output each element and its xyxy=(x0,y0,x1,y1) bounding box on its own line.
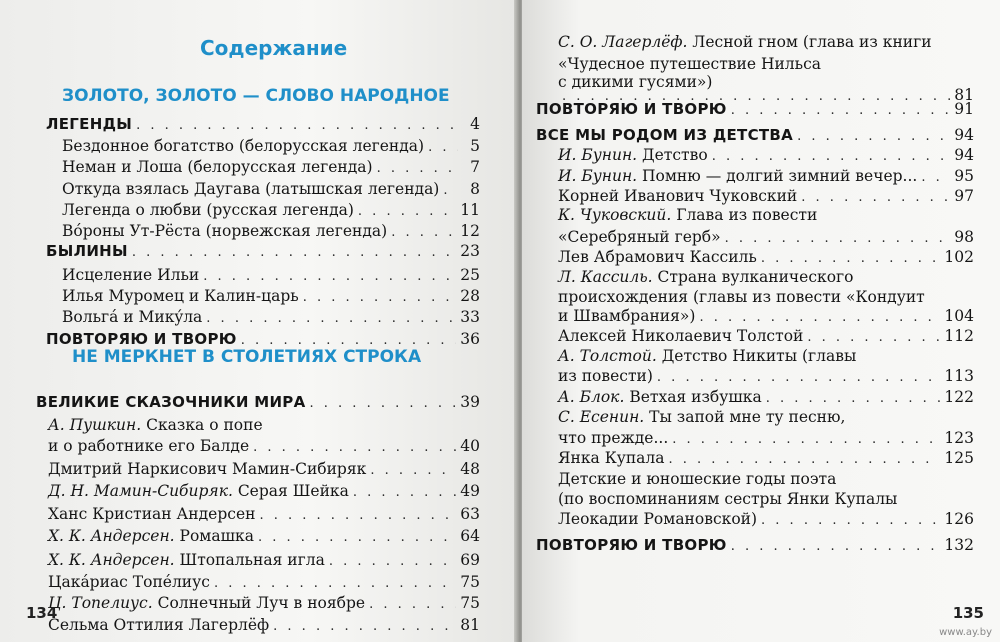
page-ref: 8 xyxy=(470,180,480,198)
dot-leader xyxy=(672,432,940,447)
entry-title: Серая Шейка xyxy=(237,482,349,500)
page-ref: 91 xyxy=(954,100,974,118)
author-name: А. Блок. xyxy=(558,388,625,406)
section-heading: ВСЕ МЫ РОДОМ ИЗ ДЕТСТВА xyxy=(536,126,794,144)
dot-leader xyxy=(731,103,951,118)
page-ref: 75 xyxy=(460,573,480,591)
page-ref: 28 xyxy=(460,287,480,305)
right-toc-line xyxy=(558,33,974,55)
dot-leader xyxy=(699,310,940,325)
left-toc-line xyxy=(48,551,480,573)
author-name: Ц. Топелиус. xyxy=(48,594,153,612)
left-toc-line xyxy=(48,437,480,459)
entry-title: Страна вулканического xyxy=(657,268,854,286)
dot-leader xyxy=(329,554,456,569)
page-ref: 7 xyxy=(470,158,480,176)
dot-leader xyxy=(766,391,941,406)
dot-leader xyxy=(391,225,456,240)
left-toc-line xyxy=(48,573,480,595)
dot-leader xyxy=(377,161,458,176)
author-name: С. Есенин. xyxy=(558,408,645,426)
dot-leader xyxy=(214,576,456,591)
entry-title: «Серебряный герб» xyxy=(558,228,721,246)
author-name: К. Чуковский. xyxy=(558,206,672,224)
page-ref: 81 xyxy=(460,616,480,634)
page-number-left: 134 xyxy=(26,604,58,622)
right-toc-line xyxy=(536,536,974,558)
author-name: С. О. Лагерлёф. xyxy=(558,33,688,51)
entry-title: Леокадии Романовской) xyxy=(558,510,758,528)
page-ref: 94 xyxy=(954,146,974,164)
right-toc-line xyxy=(558,206,974,228)
dot-leader xyxy=(761,513,940,528)
right-toc-line xyxy=(558,449,974,471)
entry-title: с дикими гусями») xyxy=(558,73,713,91)
page-ref: 98 xyxy=(954,228,974,246)
page-ref: 33 xyxy=(460,308,480,326)
entry-title: Вольгá и Микýла xyxy=(62,308,203,326)
page-ref: 95 xyxy=(954,167,974,185)
entry-title: и Швамбрания») xyxy=(558,307,696,325)
page-ref: 64 xyxy=(460,527,480,545)
dot-leader xyxy=(428,140,458,155)
author-name: Х. К. Андерсен. xyxy=(48,551,175,569)
entry-title: происхождения (главы из повести «Кондуит xyxy=(558,288,925,306)
section-heading: ПОВТОРЯЮ И ТВОРЮ xyxy=(536,536,727,554)
page-ref: 23 xyxy=(460,242,480,260)
right-toc-line xyxy=(558,367,974,389)
left-toc-line xyxy=(48,416,480,438)
dot-leader xyxy=(253,440,456,455)
right-toc-line xyxy=(558,347,974,369)
page-ref: 94 xyxy=(954,126,974,144)
entry-title: Лесной гном (глава из книги xyxy=(692,33,932,51)
dot-leader xyxy=(731,539,941,554)
right-toc-line xyxy=(558,327,974,349)
dot-leader xyxy=(807,330,940,345)
entry-title: Ромашка xyxy=(179,527,254,545)
dot-leader xyxy=(203,269,456,284)
entry-title: Лев Абрамович Кассиль xyxy=(558,248,757,266)
entry-title: Детские и юношеские годы поэта xyxy=(558,470,837,488)
author-name: А. Пушкин. xyxy=(48,416,142,434)
right-toc-line xyxy=(536,100,974,122)
page-ref: 125 xyxy=(944,449,974,467)
entry-title: Янка Купала xyxy=(558,449,665,467)
page-ref: 113 xyxy=(944,367,974,385)
dot-leader xyxy=(657,370,940,385)
entry-title: Цакáриас Топéлиус xyxy=(48,573,210,591)
right-toc-line xyxy=(558,146,974,168)
page-ref: 36 xyxy=(460,330,480,348)
dot-leader xyxy=(797,129,950,144)
page-ref: 49 xyxy=(460,482,480,500)
dot-leader xyxy=(206,311,456,326)
page-ref: 112 xyxy=(944,327,974,345)
right-toc-line xyxy=(558,388,974,410)
page-ref: 5 xyxy=(470,137,480,155)
entry-title: Илья Муромец и Калин-царь xyxy=(62,287,299,305)
right-page xyxy=(522,0,1000,642)
author-name: А. Толстой. xyxy=(558,347,657,365)
page-ref: 40 xyxy=(460,437,480,455)
left-toc-line xyxy=(48,505,480,527)
entry-title: Детство Никиты (главы xyxy=(661,347,857,365)
right-toc-line xyxy=(558,268,974,290)
dot-leader xyxy=(136,118,458,133)
entry-title: Алексей Николаевич Толстой xyxy=(558,327,804,345)
section-heading: ЛЕГЕНДЫ xyxy=(46,115,133,133)
section-heading: ПОВТОРЯЮ И ТВОРЮ xyxy=(536,100,727,118)
entry-title: и о работнике его Балде xyxy=(48,437,250,455)
entry-title: Глава из повести xyxy=(676,206,818,224)
right-toc-line xyxy=(558,167,974,189)
left-toc-line xyxy=(48,482,480,504)
page-ref: 11 xyxy=(460,201,480,219)
author-name: И. Бунин. xyxy=(558,167,638,185)
entry-title: что прежде... xyxy=(558,429,669,447)
entry-title: Детство xyxy=(642,146,708,164)
entry-title: Вóроны Ут-Рёста (норвежская легенда) xyxy=(62,222,388,240)
entry-title: Штопальная игла xyxy=(179,551,325,569)
entry-title: Откуда взялась Даугава (латышская легенда) xyxy=(62,180,440,198)
page-ref: 25 xyxy=(460,266,480,284)
entry-title: из повести) xyxy=(558,367,653,385)
dot-leader xyxy=(273,619,456,634)
left-toc-line xyxy=(36,393,480,415)
right-toc-line xyxy=(558,248,974,270)
dot-leader xyxy=(353,485,456,500)
left-toc-line xyxy=(62,180,480,202)
dot-leader xyxy=(370,463,456,478)
entry-title: «Чудесное путешествие Нильса xyxy=(558,55,821,73)
left-toc-line xyxy=(62,137,480,159)
left-toc-line xyxy=(48,594,480,616)
dot-leader xyxy=(801,190,950,205)
dot-leader xyxy=(358,204,456,219)
author-name: И. Бунин. xyxy=(558,146,638,164)
page-number-right: 135 xyxy=(952,604,984,622)
left-toc-line xyxy=(62,266,480,288)
dot-leader xyxy=(259,508,456,523)
entry-title: Корней Иванович Чуковский xyxy=(558,187,798,205)
left-toc-line xyxy=(62,287,480,309)
part-heading-1: ЗОЛОТО, ЗОЛОТО — СЛОВО НАРОДНОЕ xyxy=(62,86,450,106)
dot-leader xyxy=(668,452,940,467)
section-heading: ВЕЛИКИЕ СКАЗОЧНИКИ МИРА xyxy=(36,393,306,411)
page-ref: 123 xyxy=(944,429,974,447)
entry-title: Сказка о попе xyxy=(146,416,263,434)
page-ref: 132 xyxy=(944,536,974,554)
entry-title: Бездонное богатство (белорусская легенда) xyxy=(62,137,425,155)
author-name: Л. Кассиль. xyxy=(558,268,653,286)
dot-leader xyxy=(310,396,457,411)
part-heading-2: НЕ МЕРКНЕТ В СТОЛЕТИЯХ СТРОКА xyxy=(72,347,422,367)
entry-title: Ты запой мне ту песню, xyxy=(649,408,846,426)
right-toc-line xyxy=(536,126,974,148)
page-ref: 126 xyxy=(944,510,974,528)
left-toc-line xyxy=(46,330,480,352)
left-toc-line xyxy=(46,242,480,264)
entry-title: Дмитрий Наркисович Мамин-Сибиряк xyxy=(48,460,367,478)
left-toc-line xyxy=(62,158,480,180)
section-heading: БЫЛИНЫ xyxy=(46,242,128,260)
dot-leader xyxy=(761,251,941,266)
dot-leader xyxy=(369,597,456,612)
entry-title: Ветхая избушка xyxy=(629,388,762,406)
left-toc-line xyxy=(62,222,480,244)
page-ref: 48 xyxy=(460,460,480,478)
left-toc-line xyxy=(62,308,480,330)
page-ref: 122 xyxy=(944,388,974,406)
left-toc-line xyxy=(46,115,480,137)
dot-leader xyxy=(303,290,457,305)
left-toc-line xyxy=(48,527,480,549)
right-toc-line xyxy=(558,510,974,532)
page-ref: 102 xyxy=(944,248,974,266)
right-toc-line xyxy=(558,470,974,492)
author-name: Х. К. Андерсен. xyxy=(48,527,175,545)
dot-leader xyxy=(443,183,458,198)
dot-leader xyxy=(725,231,951,246)
contents-title: Содержание xyxy=(200,36,348,60)
entry-title: Солнечный Луч в ноябре xyxy=(157,594,366,612)
page-ref: 12 xyxy=(460,222,480,240)
entry-title: Исцеление Ильи xyxy=(62,266,200,284)
right-toc-line xyxy=(558,408,974,430)
page-ref: 4 xyxy=(470,115,480,133)
page-ref: 104 xyxy=(944,307,974,325)
left-toc-line xyxy=(48,460,480,482)
entry-title: Помню — долгий зимний вечер... xyxy=(642,167,918,185)
left-toc-line xyxy=(48,616,480,638)
entry-title: Неман и Лоша (белорусская легенда) xyxy=(62,158,373,176)
dot-leader xyxy=(921,170,950,185)
left-toc-line xyxy=(62,201,480,223)
right-toc-line xyxy=(558,490,974,512)
page-ref: 39 xyxy=(460,393,480,411)
page-ref: 97 xyxy=(954,187,974,205)
right-toc-line xyxy=(558,228,974,250)
right-toc-line xyxy=(558,307,974,329)
dot-leader xyxy=(712,149,951,164)
dot-leader xyxy=(132,245,456,260)
author-name: Д. Н. Мамин-Сибиряк. xyxy=(48,482,233,500)
entry-title: Сельма Оттилия Лагерлёф xyxy=(48,616,270,634)
page-ref: 69 xyxy=(460,551,480,569)
dot-leader xyxy=(241,333,457,348)
section-heading: ПОВТОРЯЮ И ТВОРЮ xyxy=(46,330,237,348)
page-ref: 63 xyxy=(460,505,480,523)
right-toc-line xyxy=(558,429,974,451)
entry-title: (по воспоминаниям сестры Янки Купалы xyxy=(558,490,898,508)
entry-title: Ханс Кристиан Андерсен xyxy=(48,505,256,523)
watermark: www.ay.by xyxy=(939,627,992,638)
dot-leader xyxy=(258,530,456,545)
page-ref: 75 xyxy=(460,594,480,612)
entry-title: Легенда о любви (русская легенда) xyxy=(62,201,354,219)
page-ref: 81 xyxy=(954,86,974,104)
